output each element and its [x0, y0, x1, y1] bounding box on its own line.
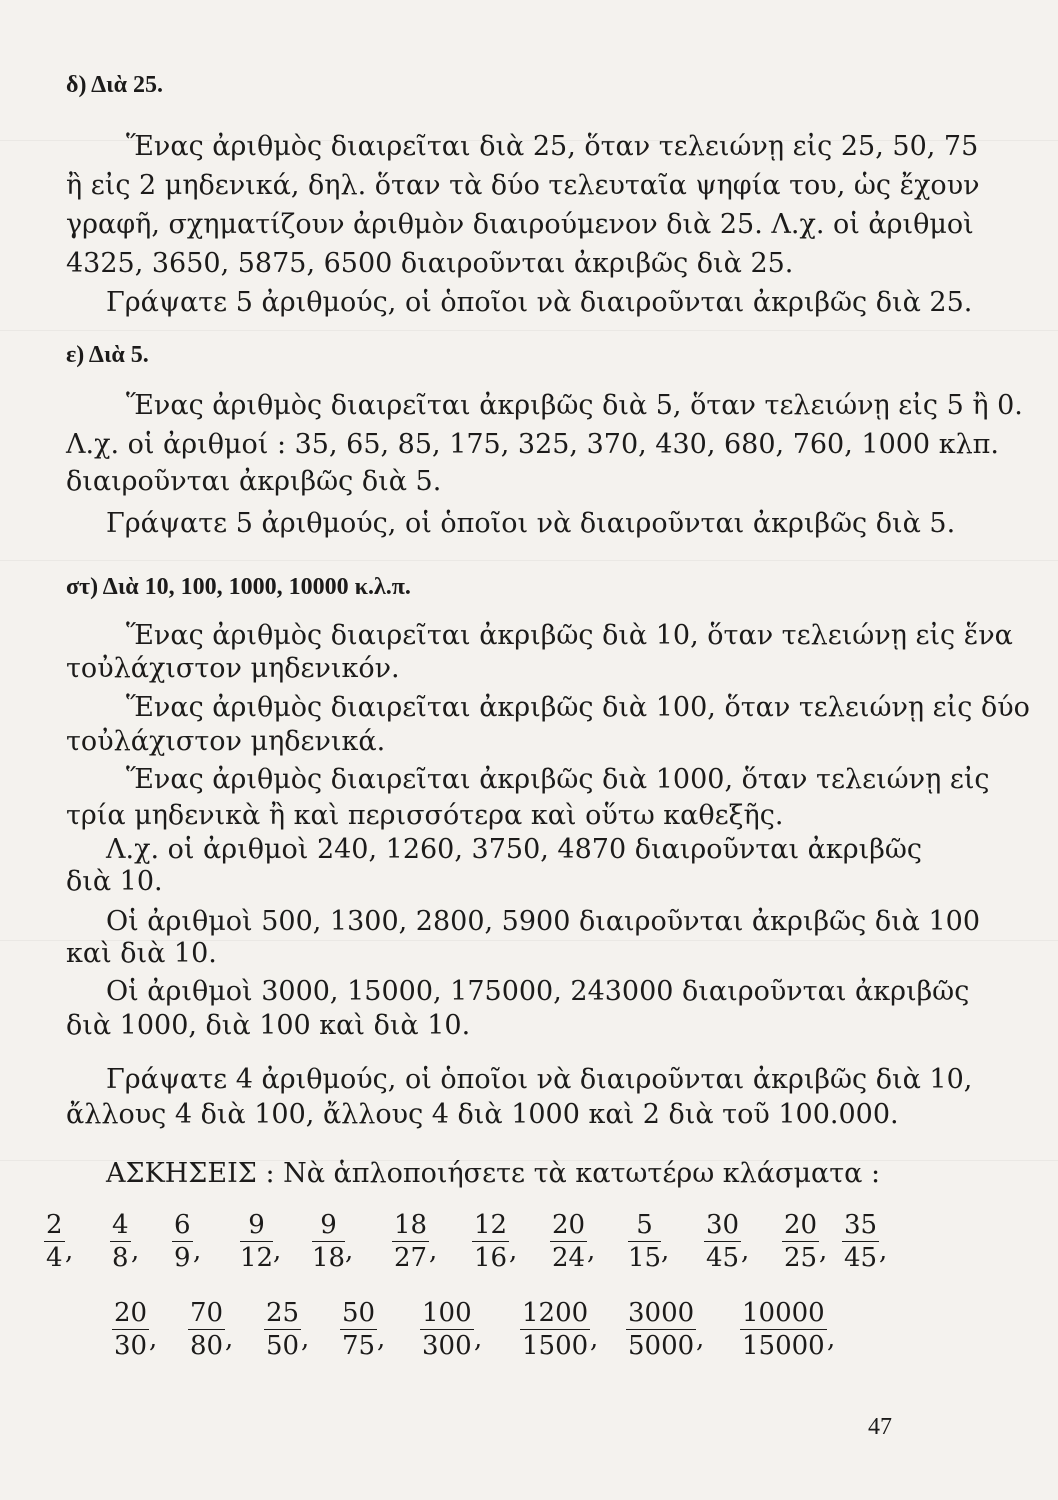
fraction-numerator: 20	[552, 1210, 586, 1240]
fraction-separator: ,	[429, 1236, 438, 1266]
fraction	[704, 1212, 741, 1271]
fraction	[842, 1212, 879, 1271]
fraction-numerator: 12	[474, 1210, 508, 1240]
text-line: διὰ 10.	[66, 866, 163, 897]
fraction	[112, 1300, 149, 1359]
text-line: Γράψατε 4 ἀριθμούς, οἱ ὁποῖοι νὰ διαιροῦνται ἀκριβῶς διὰ 10,	[106, 1064, 973, 1095]
fraction	[520, 1300, 590, 1359]
text-line: Λ.χ. οἱ ἀριθμοί : 35, 65, 85, 175, 325, 370, 430, 680, 760, 1000 κλπ.	[66, 429, 1000, 460]
text-line: Ἕνας ἀριθμὸς διαιρεῖται ἀκριβῶς διὰ 1000, ὅταν τελειώνῃ εἰς	[126, 764, 990, 795]
text-line: Γράψατε 5 ἀριθμούς, οἱ ὁποῖοι νὰ διαιροῦνται ἀκριβῶς διὰ 5.	[106, 508, 956, 539]
fraction-separator: ,	[696, 1324, 705, 1354]
fraction-separator: ,	[827, 1324, 836, 1354]
section-heading-st: στ) Διὰ 10, 100, 1000, 10000 κ.λ.π.	[66, 574, 411, 600]
fraction	[110, 1212, 131, 1271]
fraction-denominator: 75	[342, 1331, 376, 1361]
fraction-separator: ,	[590, 1324, 599, 1354]
fraction-numerator: 10000	[742, 1298, 825, 1328]
fraction-separator: ,	[301, 1324, 310, 1354]
text-line: Οἱ ἀριθμοὶ 500, 1300, 2800, 5900 διαιροῦνται ἀκριβῶς διὰ 100	[106, 906, 981, 937]
page-number: 47	[868, 1414, 892, 1440]
fraction-denominator: 30	[114, 1331, 148, 1361]
fraction-numerator: 6	[174, 1210, 191, 1240]
text-line: Ἕνας ἀριθμὸς διαιρεῖται ἀκριβῶς διὰ 5, ὅταν τελειώνῃ εἰς 5 ἢ 0.	[126, 390, 1023, 421]
fraction-denominator: 8	[112, 1243, 129, 1273]
text-line: ἄλλους 4 διὰ 100, ἄλλους 4 διὰ 1000 καὶ 2 διὰ τοῦ 100.000.	[66, 1099, 899, 1130]
fraction-numerator: 2	[46, 1210, 63, 1240]
fraction-numerator: 20	[784, 1210, 818, 1240]
fraction-numerator: 70	[190, 1298, 224, 1328]
fraction-separator: ,	[225, 1324, 234, 1354]
fraction-denominator: 9	[174, 1243, 191, 1273]
fraction	[240, 1212, 273, 1271]
fraction-numerator: 50	[342, 1298, 376, 1328]
text-line: Ἕνας ἀριθμὸς διαιρεῖται διὰ 25, ὅταν τελειώνῃ εἰς 25, 50, 75	[126, 131, 979, 162]
fraction-separator: ,	[879, 1236, 888, 1266]
fraction	[740, 1300, 827, 1359]
fraction-numerator: 35	[844, 1210, 878, 1240]
fraction-separator: ,	[193, 1236, 202, 1266]
fraction-numerator: 18	[394, 1210, 428, 1240]
fraction-denominator: 15000	[742, 1331, 825, 1361]
fraction	[420, 1300, 474, 1359]
fraction-separator: ,	[149, 1324, 158, 1354]
fraction-numerator: 20	[114, 1298, 148, 1328]
fraction	[44, 1212, 65, 1271]
fraction-separator: ,	[273, 1236, 282, 1266]
text-line: Ἕνας ἀριθμὸς διαιρεῖται ἀκριβῶς διὰ 100, ὅταν τελειώνῃ εἰς δύο	[126, 692, 1030, 723]
fraction	[392, 1212, 429, 1271]
text-line: Γράψατε 5 ἀριθμούς, οἱ ὁποῖοι νὰ διαιροῦνται ἀκριβῶς διὰ 25.	[106, 287, 973, 318]
fraction	[550, 1212, 587, 1271]
fraction-denominator: 5000	[628, 1331, 695, 1361]
text-line: γραφῆ, σχηματίζουν ἀριθμὸν διαιρούμενον διὰ 25. Λ.χ. οἱ ἀριθμοὶ	[66, 209, 974, 240]
fraction-separator: ,	[377, 1324, 386, 1354]
fraction-separator: ,	[741, 1236, 750, 1266]
fraction-denominator: 24	[552, 1243, 586, 1273]
fraction-separator: ,	[345, 1236, 354, 1266]
fraction-denominator: 12	[240, 1243, 274, 1273]
fraction	[626, 1300, 696, 1359]
fraction-numerator: 5	[636, 1210, 653, 1240]
fraction-numerator: 1200	[522, 1298, 589, 1328]
fraction	[340, 1300, 377, 1359]
fraction	[628, 1212, 661, 1271]
fraction-denominator: 25	[784, 1243, 818, 1273]
text-line: τοὐλάχιστον μηδενικά.	[66, 726, 386, 757]
fraction-denominator: 18	[312, 1243, 346, 1273]
fraction-numerator: 9	[320, 1210, 337, 1240]
fraction-separator: ,	[661, 1236, 670, 1266]
fraction-numerator: 4	[112, 1210, 129, 1240]
text-line: Ἕνας ἀριθμὸς διαιρεῖται ἀκριβῶς διὰ 10, ὅταν τελειώνῃ εἰς ἕνα	[126, 620, 1013, 651]
fraction-denominator: 16	[474, 1243, 508, 1273]
text-line: 4325, 3650, 5875, 6500 διαιροῦνται ἀκριβῶς διὰ 25.	[66, 248, 794, 279]
fraction-separator: ,	[509, 1236, 518, 1266]
fraction-denominator: 15	[628, 1243, 662, 1273]
fraction-numerator: 3000	[628, 1298, 695, 1328]
fraction	[312, 1212, 345, 1271]
fraction	[472, 1212, 509, 1271]
fraction-denominator: 45	[844, 1243, 878, 1273]
fraction-denominator: 50	[266, 1331, 300, 1361]
fraction-separator: ,	[474, 1324, 483, 1354]
fraction-separator: ,	[65, 1236, 74, 1266]
fraction-separator: ,	[131, 1236, 140, 1266]
fraction-denominator: 4	[46, 1243, 63, 1273]
fraction-denominator: 27	[394, 1243, 428, 1273]
text-line: διὰ 1000, διὰ 100 καὶ διὰ 10.	[66, 1010, 471, 1041]
text-line: τοὐλάχιστον μηδενικόν.	[66, 653, 400, 684]
text-line: διαιροῦνται ἀκριβῶς διὰ 5.	[66, 466, 442, 497]
text-line: τρία μηδενικὰ ἢ καὶ περισσότερα καὶ οὕτω καθεξῆς.	[66, 800, 784, 831]
text-line: Λ.χ. οἱ ἀριθμοὶ 240, 1260, 3750, 4870 διαιροῦνται ἀκριβῶς	[106, 834, 922, 865]
fraction	[188, 1300, 225, 1359]
fraction	[264, 1300, 301, 1359]
text-line: ἢ εἰς 2 μηδενικά, δηλ. ὅταν τὰ δύο τελευταῖα ψηφία του, ὡς ἔχουν	[66, 170, 980, 201]
fraction-denominator: 45	[706, 1243, 740, 1273]
fraction-separator: ,	[819, 1236, 828, 1266]
fraction-separator: ,	[587, 1236, 596, 1266]
fraction-numerator: 9	[248, 1210, 265, 1240]
fraction	[782, 1212, 819, 1271]
text-line: Οἱ ἀριθμοὶ 3000, 15000, 175000, 243000 διαιροῦνται ἀκριβῶς	[106, 976, 970, 1007]
fraction-numerator: 30	[706, 1210, 740, 1240]
text-line: καὶ διὰ 10.	[66, 938, 217, 969]
fraction-numerator: 25	[266, 1298, 300, 1328]
fraction-numerator: 100	[422, 1298, 472, 1328]
fraction-denominator: 80	[190, 1331, 224, 1361]
fraction-denominator: 300	[422, 1331, 472, 1361]
fraction	[172, 1212, 193, 1271]
section-heading-e: ε) Διὰ 5.	[66, 342, 149, 368]
fraction-denominator: 1500	[522, 1331, 589, 1361]
section-heading-d: δ) Διὰ 25.	[66, 72, 164, 98]
exercises-label: ΑΣΚΗΣΕΙΣ : Νὰ ἁπλοποιήσετε τὰ κατωτέρω κλάσματα :	[106, 1158, 881, 1189]
